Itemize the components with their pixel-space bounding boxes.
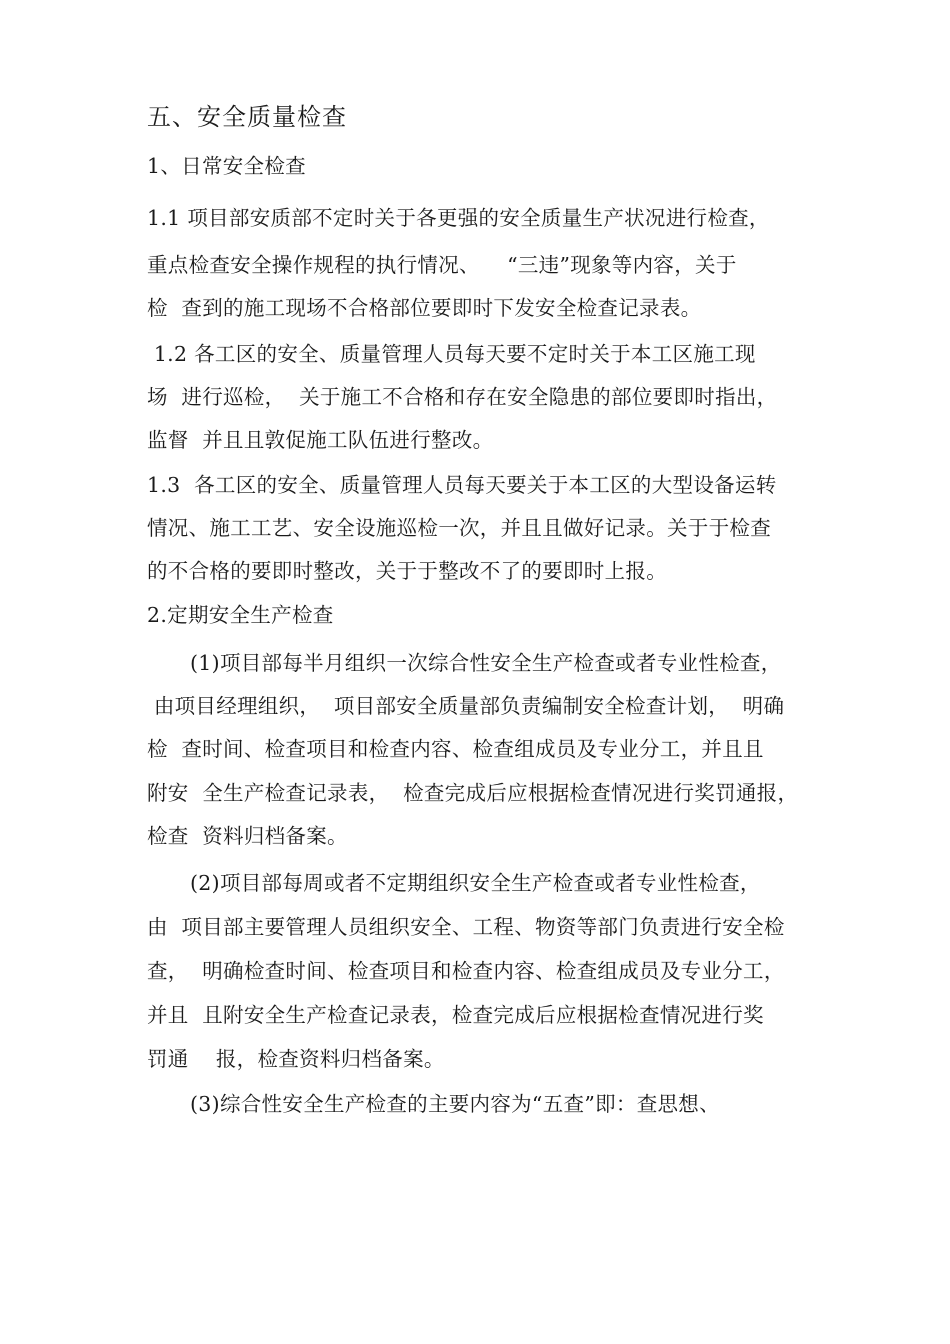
list-item-line: 并且 且附安全生产检查记录表，检查完成后应根据检查情况进行奖	[147, 1003, 764, 1027]
list-item-line: 罚通 报，检查资料归档备案。	[147, 1047, 445, 1071]
section-title: 五、安全质量检查	[147, 103, 347, 131]
subsection-title-daily-inspection: 1、日常安全检查	[147, 154, 306, 178]
paragraph-line: 检 查到的施工现场不合格部位要即时下发安全检查记录表。	[147, 296, 702, 320]
list-item-line: 由 项目部主要管理人员组织安全、工程、物资等部门负责进行安全检	[147, 915, 785, 939]
paragraph-line: 情况、施工工艺、安全设施巡检一次，并且且做好记录。关于于检查	[147, 516, 771, 540]
list-item-line: (1)项目部每半月组织一次综合性安全生产检查或者专业性检查，	[190, 651, 782, 675]
paragraph-line: 1.3 各工区的安全、质量管理人员每天要关于本工区的大型设备运转	[147, 473, 777, 497]
paragraph-line: 监督 并且且敦促施工队伍进行整改。	[147, 428, 494, 452]
list-item-line: 检 查时间、检查项目和检查内容、检查组成员及专业分工，并且且	[147, 737, 764, 761]
list-item-line: 查， 明确检查时间、检查项目和检查内容、检查组成员及专业分工，	[147, 959, 785, 983]
list-item-line: (3)综合性安全生产检查的主要内容为“五查”即：查思想、	[190, 1092, 720, 1116]
paragraph-line: 1.2 各工区的安全、质量管理人员每天要不定时关于本工区施工现	[147, 342, 756, 366]
paragraph-line: 1.1 项目部安质部不定时关于各更强的安全质量生产状况进行检查，	[147, 206, 770, 230]
paragraph-line: 重点检查安全操作规程的执行情况、 “三违”现象等内容，关于	[147, 253, 737, 277]
paragraph-line: 的不合格的要即时整改，关于于整改不了的要即时上报。	[147, 559, 667, 583]
list-item-line: 附安 全生产检查记录表， 检查完成后应根据检查情况进行奖罚通报，	[147, 781, 799, 805]
subsection-title-periodic-inspection: 2.定期安全生产检查	[147, 603, 334, 627]
list-item-line: 由项目经理组织， 项目部安全质量部负责编制安全检查计划， 明确	[147, 694, 785, 718]
paragraph-line: 场 进行巡检， 关于施工不合格和存在安全隐患的部位要即时指出，	[147, 385, 778, 409]
list-item-line: (2)项目部每周或者不定期组织安全生产检查或者专业性检查，	[190, 871, 761, 895]
list-item-line: 检查 资料归档备案。	[147, 824, 348, 848]
